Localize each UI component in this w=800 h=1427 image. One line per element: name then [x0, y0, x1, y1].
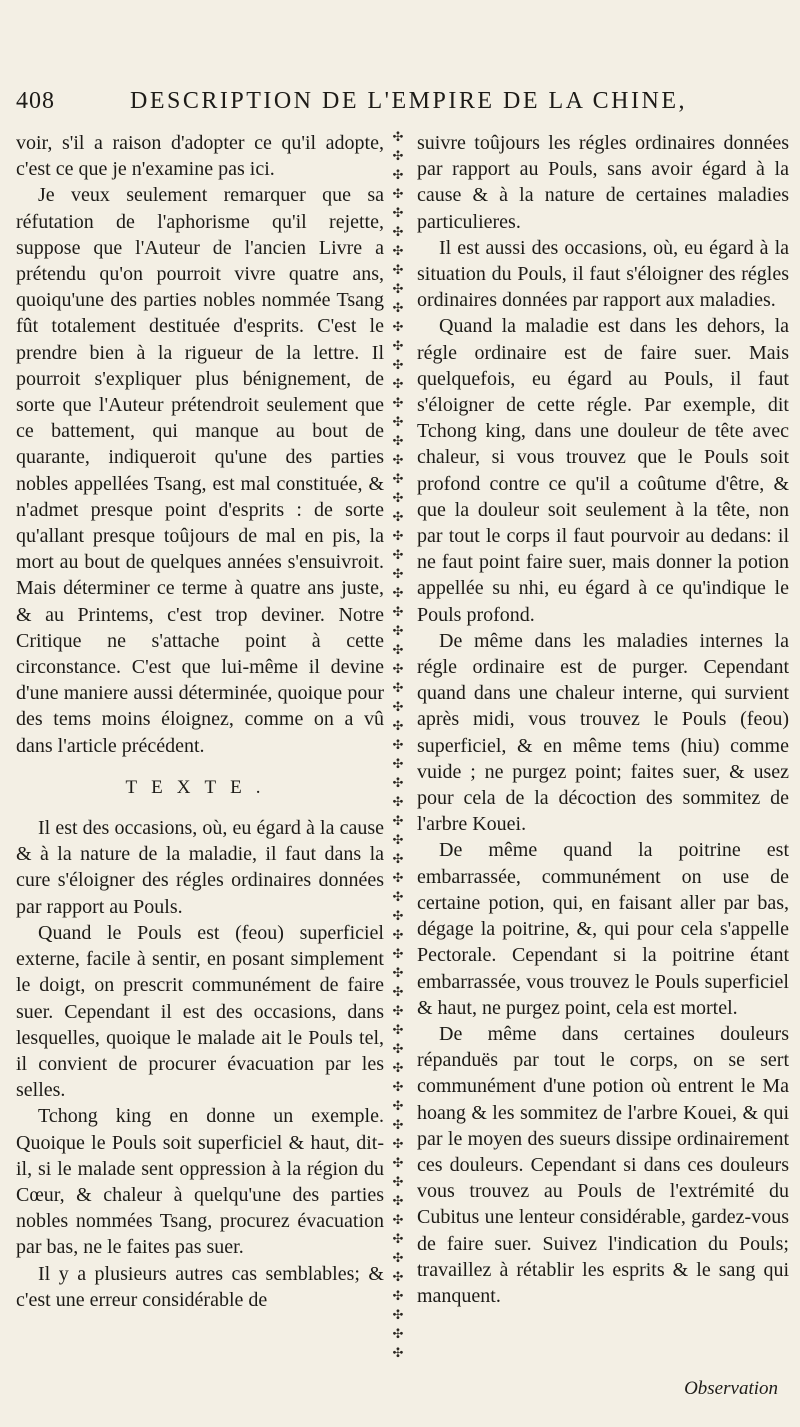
- ornament-glyph: ✣: [392, 1270, 404, 1285]
- running-title: DESCRIPTION DE L'EMPIRE DE LA CHINE,: [130, 88, 687, 114]
- ornament-glyph: ✣: [392, 491, 404, 506]
- right-paragraph-6: De même dans certaines douleurs répanduës par tout le corps, on se sert communément d'une potion où entrent le Ma hoang & les sommitez de l'arbre Kouei, & qui par le moyen des sueurs dissipe ordinairement ces douleurs. Cependant si dans ces douleurs vous trouvez au Pouls de l'extrémité du Cubitus une lenteur considérable, gardez-vous de faire suer. Suivez l'indication du Pouls; travaillez à rétablir les esprits & le sang qui manquent.: [417, 1022, 789, 1307]
- page-number: 408: [16, 88, 55, 114]
- ornament-glyph: ✣: [392, 396, 404, 411]
- ornament-glyph: ✣: [392, 624, 404, 639]
- ornament-glyph: ✣: [392, 1232, 404, 1247]
- section-heading: TEXTE.: [125, 776, 275, 798]
- ornament-glyph: ✣: [392, 833, 404, 848]
- ornament-glyph: ✣: [392, 1061, 404, 1076]
- ornament-glyph: ✣: [392, 757, 404, 772]
- right-paragraph-3: Quand la maladie est dans les dehors, la régle ordinaire est de faire suer. Mais quelquefois, eu égard au Pouls, il faut s'éloigner de cette régle. Par exemple, dit Tchong king, dans une douleur de tête avec chaleur, si vous trouvez que le Pouls soit profond contre ce qu'il a coûtume d'être, & que la douleur soit seulement à la tête, non par tout le corps il faut pourvoir au dedans: il ne faut point faire suer, mais donner la potion appellée su nhi, eu égard à ce qu'indique le Pouls profond.: [417, 315, 789, 626]
- ornament-glyph: ✣: [392, 719, 404, 734]
- ornament-glyph: ✣: [392, 909, 404, 924]
- ornament-glyph: ✣: [392, 700, 404, 715]
- ornament-glyph: ✣: [392, 985, 404, 1000]
- ornament-glyph: ✣: [392, 149, 404, 164]
- ornament-glyph: ✣: [392, 643, 404, 658]
- left-paragraph-2: Je veux seulement remarquer que sa réfutation de l'aphorisme qu'il rejette, suppose que l'Auteur de l'ancien Livre a prétendu qu'on pourroit vivre quatre ans, quoiqu'une des parties nobles nommée Tsang fût totalement destituée d'esprits. C'est le prendre bien à la rigueur de la lettre. Il pourroit s'expliquer plus bénignement, de sorte que l'Auteur prétendroit seulement que ce battement, qui manque au bout de quarante, indiqueroit qu'une des parties nobles appellées Tsang, est mal constituée, & n'admet presque point d'esprits : de sorte qu'allant presque toûjours de mal en pis, la mort au bout de quelques années s'ensuivroit. Mais déterminer ce terme à quatre ans juste, & au Printems, c'est trop deviner. Notre Critique ne s'attache point à cette circonstance. C'est que lui-même il devine d'une maniere aussi déterminée, quoique pour des tems moins éloignez, comme on a vû dans l'article précédent.: [16, 184, 384, 757]
- ornament-glyph: ✣: [392, 320, 404, 335]
- ornament-glyph: ✣: [392, 928, 404, 943]
- ornament-glyph: ✣: [392, 738, 404, 753]
- ornament-glyph: ✣: [392, 1023, 404, 1038]
- ornament-glyph: ✣: [392, 377, 404, 392]
- ornament-glyph: ✣: [392, 1118, 404, 1133]
- left-paragraph-1: voir, s'il a raison d'adopter ce qu'il adopte, c'est ce que je n'examine pas ici.: [16, 132, 384, 181]
- ornamental-column-divider: [390, 128, 406, 1378]
- ornament-glyph: ✣: [392, 1080, 404, 1095]
- right-paragraph-2: Il est aussi des occasions, où, eu égard à la situation du Pouls, il faut s'éloigner des régles ordinaires données par rapport aux maladies.: [417, 236, 789, 312]
- ornament-glyph: ✣: [392, 244, 404, 259]
- ornament-glyph: ✣: [392, 1289, 404, 1304]
- left-paragraph-6: Il y a plusieurs autres cas semblables; & c'est une erreur considérable de: [16, 1262, 384, 1311]
- ornament-glyph: ✣: [392, 510, 404, 525]
- ornament-glyph: ✣: [392, 225, 404, 240]
- left-paragraph-5: Tchong king en donne un exemple. Quoique le Pouls soit superficiel & haut, dit-il, si le malade sent oppression à la région du Cœur, & chaleur à quelqu'une des parties nobles nommées Tsang, procurez évacuation par bas, ne le faites pas suer.: [16, 1105, 384, 1259]
- ornament-glyph: ✣: [392, 339, 404, 354]
- right-paragraph-5: De même quand la poitrine est embarrassée, communément on use de certaine potion, qui, en faisant aller par bas, dégage la poitrine, &, qui pour cela s'appelle Pectorale. Cependant si la poitrine étant embarrassée, vous trouvez le Pouls superficiel & haut, ne purgez point, cela est mortel.: [417, 839, 789, 1019]
- ornament-glyph: ✣: [392, 206, 404, 221]
- ornament-glyph: ✣: [392, 1156, 404, 1171]
- ornament-glyph: ✣: [392, 1251, 404, 1266]
- ornament-glyph: ✣: [392, 1099, 404, 1114]
- ornament-glyph: ✣: [392, 415, 404, 430]
- ornament-glyph: ✣: [392, 795, 404, 810]
- ornament-glyph: ✣: [392, 605, 404, 620]
- ornament-glyph: ✣: [392, 548, 404, 563]
- ornament-glyph: ✣: [392, 434, 404, 449]
- right-paragraph-4: De même dans les maladies internes la régle ordinaire est de purger. Cependant quand dans une chaleur interne, qui survient après midi, vous trouvez le Pouls (feou) superficiel, & en même tems (hiu) comme vuide ; ne purgez point; faites suer, & usez pour cela de la décoction des sommitez de l'arbre Kouei.: [417, 629, 789, 836]
- ornament-glyph: ✣: [392, 472, 404, 487]
- ornament-glyph: ✣: [392, 871, 404, 886]
- ornament-glyph: ✣: [392, 168, 404, 183]
- ornament-glyph: ✣: [392, 282, 404, 297]
- ornament-glyph: ✣: [392, 852, 404, 867]
- page-header: [14, 88, 786, 128]
- ornament-glyph: ✣: [392, 1004, 404, 1019]
- ornament-glyph: ✣: [392, 814, 404, 829]
- right-column: [417, 130, 789, 1309]
- ornament-glyph: ✣: [392, 1194, 404, 1209]
- left-column: [16, 130, 384, 1313]
- ornament-glyph: ✣: [392, 1308, 404, 1323]
- ornament-glyph: ✣: [392, 966, 404, 981]
- ornament-glyph: ✣: [392, 358, 404, 373]
- ornament-glyph: ✣: [392, 1042, 404, 1057]
- ornament-glyph: ✣: [392, 1346, 404, 1361]
- ornament-glyph: ✣: [392, 662, 404, 677]
- catchword: Observation: [684, 1378, 778, 1399]
- ornament-glyph: ✣: [392, 130, 404, 145]
- ornament-glyph: ✣: [392, 1175, 404, 1190]
- left-paragraph-4: Quand le Pouls est (feou) superficiel externe, facile à sentir, en posant simplement le doigt, on prescrit communément de faire suer. Cependant il est des occasions, dans lesquelles, quoique le malade ait le Pouls tel, il convient de procurer évacuation par les selles.: [16, 921, 384, 1102]
- ornament-glyph: ✣: [392, 567, 404, 582]
- ornament-glyph: ✣: [392, 529, 404, 544]
- ornament-glyph: ✣: [392, 947, 404, 962]
- ornament-glyph: ✣: [392, 776, 404, 791]
- ornament-glyph: ✣: [392, 1327, 404, 1342]
- ornament-glyph: ✣: [392, 187, 404, 202]
- ornament-glyph: ✣: [392, 586, 404, 601]
- left-paragraph-3: Il est des occasions, où, eu égard à la cause & à la nature de la maladie, il faut dans la cure s'éloigner des régles ordinaires données par rapport au Pouls.: [16, 817, 384, 918]
- right-paragraph-1: suivre toûjours les régles ordinaires données par rapport au Pouls, sans avoir égard à la cause & à la nature de certaines maladies particulieres.: [417, 132, 789, 233]
- ornament-glyph: ✣: [392, 1137, 404, 1152]
- ornament-glyph: ✣: [392, 681, 404, 696]
- ornament-glyph: ✣: [392, 1213, 404, 1228]
- ornament-glyph: ✣: [392, 263, 404, 278]
- ornament-glyph: ✣: [392, 890, 404, 905]
- ornament-glyph: ✣: [392, 301, 404, 316]
- ornament-glyph: ✣: [392, 453, 404, 468]
